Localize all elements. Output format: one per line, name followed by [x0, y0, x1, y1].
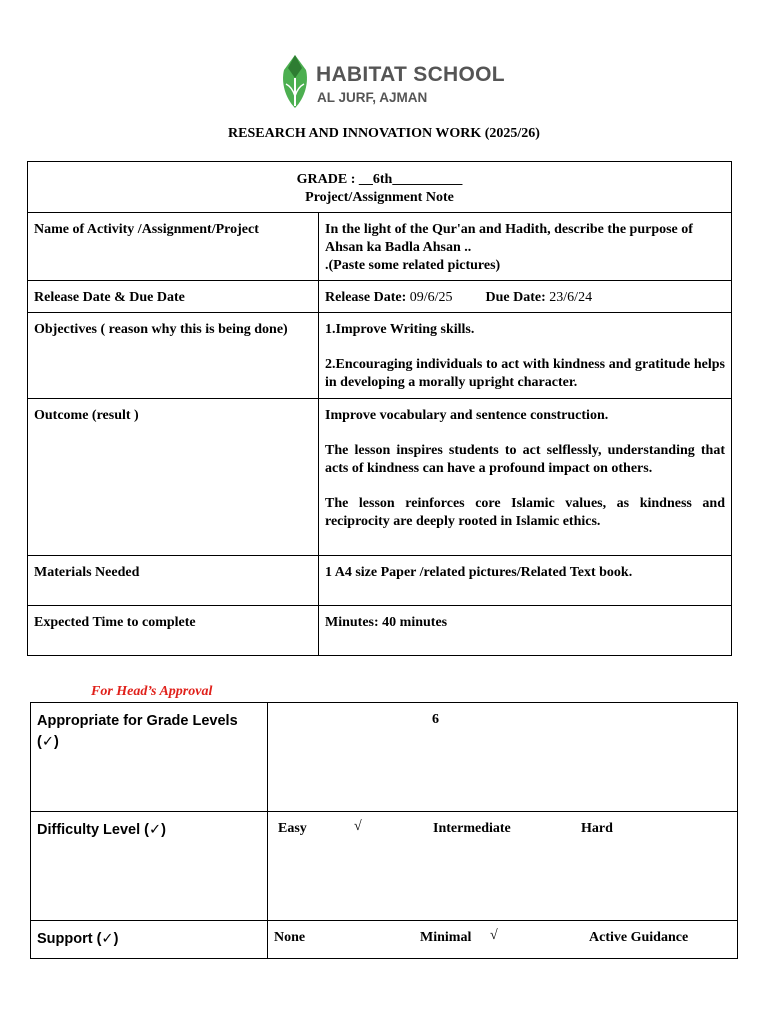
materials-value: 1 A4 size Paper /related pictures/Related Text book. [319, 556, 732, 606]
project-table [27, 161, 732, 656]
activity-line-3: .(Paste some related pictures) [325, 258, 501, 273]
support-options [268, 921, 738, 959]
school-name: HABITAT SCHOOL [316, 63, 505, 86]
grade-line: GRADE : __6th__________ [296, 172, 463, 187]
objective-item: 2.Encouraging individuals to act with kindness and gratitude helps in developing a morally upright character. [325, 357, 725, 390]
outcome-row [28, 399, 732, 556]
time-label: Expected Time to complete [28, 606, 319, 656]
leaf-pen-icon [280, 54, 310, 110]
difficulty-hard: Hard [581, 821, 613, 836]
outcome-item: The lesson reinforces core Islamic values, as kindness and reciprocity are deeply rooted in Islamic ethics. [325, 496, 725, 529]
difficulty-intermediate: Intermediate [433, 821, 511, 836]
difficulty-row [31, 812, 738, 921]
outcome-label: Outcome (result ) [28, 399, 319, 556]
objectives-label: Objectives ( reason why this is being done) [28, 313, 319, 399]
difficulty-check-mark: √ [354, 819, 362, 834]
due-date-value: 23/6/24 [549, 290, 593, 305]
materials-row [28, 556, 732, 606]
grade-levels-label: Appropriate for Grade Levels (✓) [31, 703, 268, 812]
difficulty-easy: Easy [278, 821, 307, 836]
header-cell [28, 162, 732, 213]
release-date-label: Release Date: [325, 290, 407, 305]
difficulty-options [268, 812, 738, 921]
release-date-value: 09/6/25 [409, 290, 453, 305]
support-none: None [274, 930, 306, 945]
head-approval-heading: For Head’s Approval [91, 684, 213, 699]
objective-item: 1.Improve Writing skills. [325, 322, 475, 337]
outcome-value [319, 399, 732, 556]
note-subtitle: Project/Assignment Note [305, 190, 454, 205]
support-minimal: Minimal [420, 930, 472, 945]
school-logo [280, 54, 505, 110]
objectives-row [28, 313, 732, 399]
school-location: AL JURF, AJMAN [317, 90, 428, 105]
dates-row [28, 281, 732, 313]
activity-line-1: In the light of the Qur'an and Hadith, describe the purpose of [325, 222, 693, 237]
activity-value [319, 213, 732, 281]
time-row [28, 606, 732, 656]
dates-label: Release Date & Due Date [28, 281, 319, 313]
outcome-item: Improve vocabulary and sentence construction. [325, 408, 609, 423]
outcome-item: The lesson inspires students to act selflessly, understanding that acts of kindness can have a profound impact on others. [325, 443, 725, 476]
difficulty-label: Difficulty Level (✓) [31, 812, 268, 921]
materials-label: Materials Needed [28, 556, 319, 606]
support-active-guidance: Active Guidance [589, 930, 689, 945]
header-row [28, 162, 732, 213]
objectives-value [319, 313, 732, 399]
grade-levels-value: 6 [432, 712, 439, 727]
time-value: Minutes: 40 minutes [319, 606, 732, 656]
support-check-mark: √ [490, 928, 498, 943]
dates-value [319, 281, 732, 313]
approval-table [30, 702, 738, 959]
activity-line-2: Ahsan ka Badla Ahsan .. [325, 240, 472, 255]
due-date-label: Due Date: [485, 290, 546, 305]
grade-levels-value-cell [268, 703, 738, 812]
support-label: Support (✓) [31, 921, 268, 959]
activity-label: Name of Activity /Assignment/Project [28, 213, 319, 281]
activity-row [28, 213, 732, 281]
grade-levels-row [31, 703, 738, 812]
support-row [31, 921, 738, 959]
document-title: RESEARCH AND INNOVATION WORK (2025/26) [228, 126, 540, 141]
